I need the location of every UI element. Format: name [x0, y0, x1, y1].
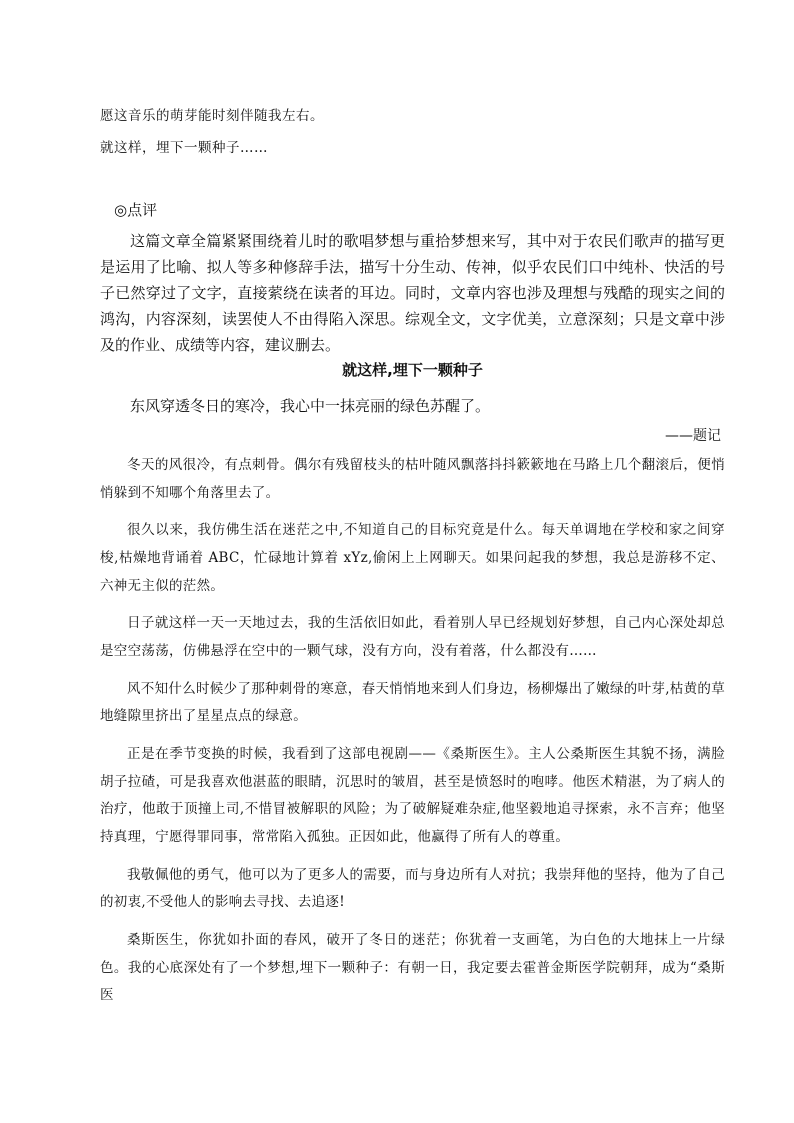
essay-paragraph: 风不知什么时候少了那种刺骨的寒意，春天悄悄地来到人们身边，杨柳爆出了嫩绿的叶芽,枯黄的草地缝隙里挤出了星星点点的绿意。 [100, 680, 725, 725]
essay-paragraph: 冬天的风很冷，有点刺骨。偶尔有残留枝头的枯叶随风飘落抖抖簌簌地在马路上几个翻滚后，便悄悄躲到不知哪个角落里去了。 [100, 457, 725, 501]
text-line: 愿这音乐的萌芽能时刻伴随我左右。 [100, 108, 324, 124]
essay-body [100, 452, 725, 1020]
comment-block [100, 228, 725, 358]
essay-paragraph: 很久以来，我仿佛生活在迷茫之中,不知道自己的目标究竟是什么。每天单调地在学校和家之间穿梭,枯燥地背诵着 ABC，忙碌地计算着 xYz,偷闲上上网聊天。如果问起我的梦想，我总是游移不定、六神无主似的茫然。 [100, 522, 725, 594]
essay-paragraph: 正是在季节变换的时候，我看到了这部电视剧——《桑斯医生》。主人公桑斯医生其貌不扬，满脸胡子拉碴，可是我喜欢他湛蓝的眼睛，沉思时的皱眉，甚至是愤怒时的咆哮。他医术精湛，为了病人的治疗，他敢于顶撞上司,不惜冒被解职的风险；为了破解疑难杂症,他坚毅地追寻探索，永不言弃；他坚持真理，宁愿得罪同事，常常陷入孤独。正因如此，他赢得了所有人的尊重。 [100, 746, 725, 845]
epigraph: 东风穿透冬日的寒冷，我心中一抹亮丽的绿色苏醒了。 [130, 397, 491, 415]
essay-paragraph: 桑斯医生，你犹如扑面的春风，破开了冬日的迷茫；你犹着一支画笔，为白色的大地抹上一片绿色。我的心底深处有了一个梦想,埋下一颗种子：有朝一日，我定要去霍普金斯医学院朝拜，成为“桑斯医 [100, 932, 725, 1004]
text-line: 就这样，埋下一颗种子…… [100, 140, 268, 156]
comment-heading: ◎点评 [114, 201, 158, 219]
essay-paragraph: 我敬佩他的勇气，他可以为了更多人的需要，而与身边所有人对抗；我崇拜他的坚持，他为了自己的初衷,不受他人的影响去寻找、去追逐! [100, 866, 725, 911]
comment-paragraph: 这篇文章全篇紧紧围绕着儿时的歌唱梦想与重拾梦想来写，其中对于农民们歌声的描写更是运用了比喻、拟人等多种修辞手法，描写十分生动、传神，似乎农民们口中纯朴、快活的号子已然穿过了文字，直接萦绕在读者的耳边。同时，文章内容也涉及理想与残酷的现实之间的鸿沟，内容深刻，读罢使人不由得陷入深思。综观全文，文字优美，立意深刻；只是文章中涉及的作业、成绩等内容，建议删去。 [100, 232, 725, 354]
epigraph-signature: ——题记 [665, 428, 721, 444]
essay-paragraph: 日子就这样一天一天地过去，我的生活依旧如此，看着别人早已经规划好梦想，自己内心深处却总是空空荡荡，仿佛悬浮在空中的一颗气球，没有方向，没有着落，什么都没有…… [100, 615, 725, 659]
essay-title: 就这样,埋下一颗种子 [342, 361, 483, 379]
